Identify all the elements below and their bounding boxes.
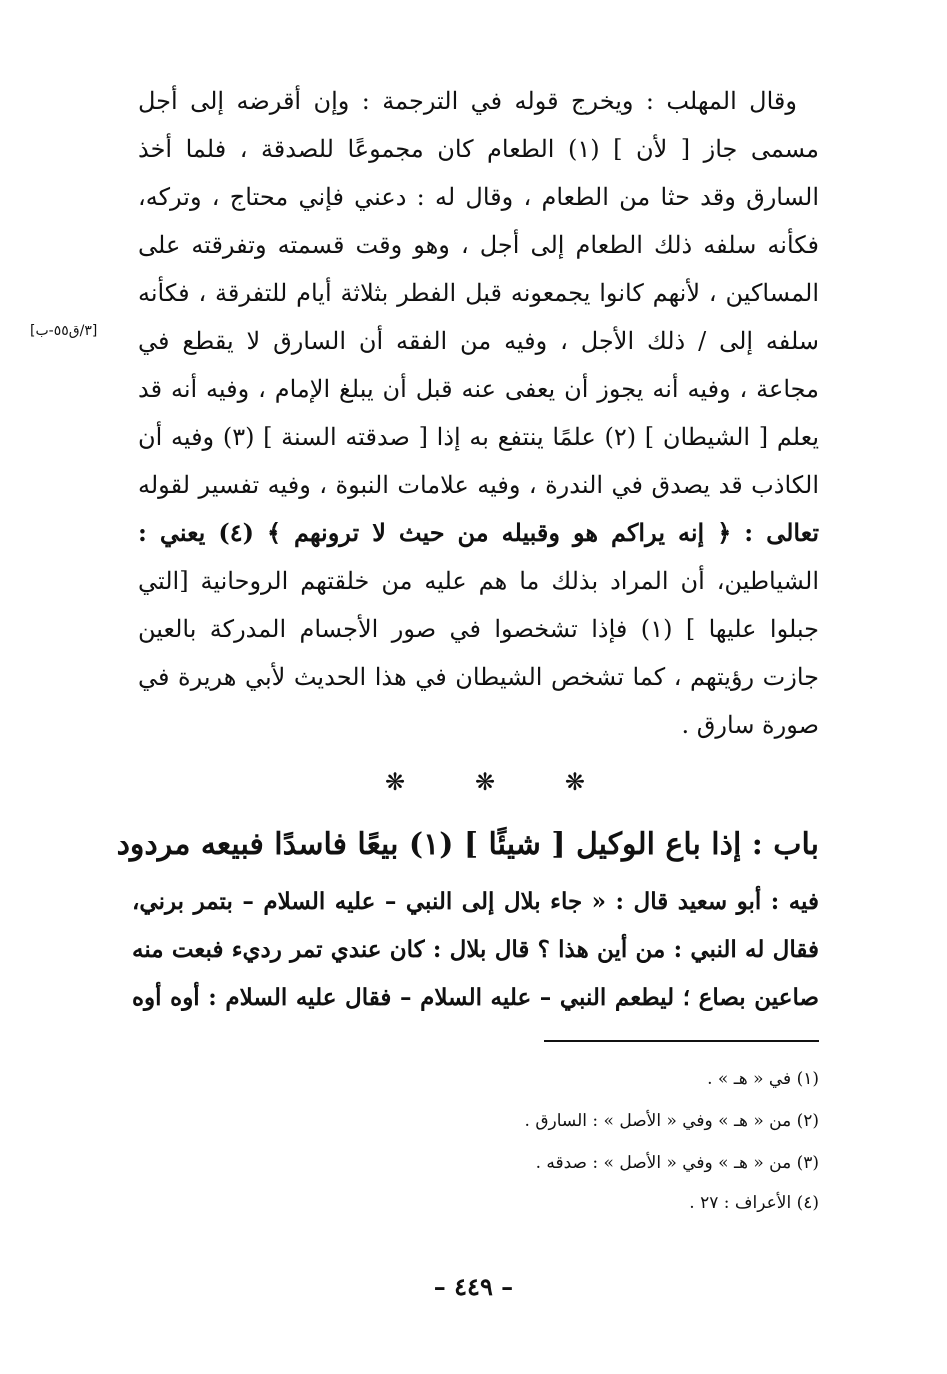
commentary-line: يعلم [ الشيطان ] (٢) علمًا ينتفع به إذا [ صدقته السنة ] (٣) وفيه أن [138, 423, 820, 451]
commentary-line: جبلوا عليها ] (١) فإذا تشخصوا في صور الأجسام المدركة بالعين [138, 615, 820, 643]
separator-star-icon: ❋ [385, 768, 406, 796]
footnote: (٣) من « هـ » وفي « الأصل » : صدقه . [535, 1153, 819, 1173]
separator-star-icon: ❋ [474, 768, 496, 796]
commentary-line: مسمى جاز [ لأن ] (١) الطعام كان مجموعًا للصدقة ، فلما أخذ [138, 135, 819, 163]
commentary-line: وقال المهلب : ويخرج قوله في الترجمة : وإن أقرضه إلى أجل [138, 87, 797, 115]
commentary-line: صورة سارق . [681, 711, 819, 739]
hadith-line: فيه : أبو سعيد قال : « جاء بلال إلى النبي – عليه السلام – بتمر برني، [132, 888, 819, 915]
commentary-line: الشياطين، أن المراد بذلك ما هم عليه من خلقتهم الروحانية [التي [138, 567, 819, 595]
commentary-line: مجاعة ، وفيه أنه يجوز أن يعفى عنه قبل أن يبلغ الإمام ، وفيه أنه قد [138, 375, 820, 403]
commentary-line: المساكين ، لأنهم كانوا يجمعونه قبل الفطر بثلاثة أيام للتفرقة ، فكأنه [138, 279, 819, 307]
hadith-line: صاعين بصاع ؛ ليطعم النبي – عليه السلام – فقال عليه السلام : أوه أوه [132, 984, 819, 1011]
commentary-line: الكاذب قد يصدق في الندرة ، وفيه علامات النبوة ، وفيه تفسير لقوله [138, 471, 819, 499]
footnote: (٤) الأعراف : ٢٧ . [689, 1193, 819, 1213]
commentary-line: جازت رؤيتهم ، كما تشخص الشيطان في هذا الحديث لأبي هريرة في [138, 663, 819, 691]
manuscript-folio-note: [٣/ق٥٥-ب] [30, 323, 98, 339]
hadith-line: فقال له النبي : من أين هذا ؟ قال بلال : كان عندي تمر رديء فبعت منه [132, 936, 819, 963]
commentary-line: تعالى : ﴿ إنه يراكم هو وقبيله من حيث لا ترونهم ﴾ (٤) يعني : [138, 518, 819, 547]
commentary-line: سلفه إلى / ذلك الأجل ، وفيه من الفقه أن السارق لا يقطع في [138, 327, 819, 355]
separator-star-icon: ❋ [564, 768, 585, 796]
page-number: – ٤٤٩ – [433, 1272, 514, 1301]
footnote: (١) في « هـ » . [707, 1069, 819, 1089]
footnote-divider [544, 1040, 819, 1042]
commentary-line: فكأنه سلفه ذلك الطعام إلى أجل ، وهو وقت قسمته وتفرقته على [138, 231, 820, 259]
commentary-line: السارق وقد حثا من الطعام ، وقال له : دعني فإني محتاج ، وتركه، [138, 183, 820, 211]
chapter-title: باب : إذا باع الوكيل [ شيئًا ] (١) بيعًا فاسدًا فبيعه مردود [116, 827, 819, 862]
section-separator [385, 768, 585, 796]
footnote: (٢) من « هـ » وفي « الأصل » : السارق . [524, 1111, 819, 1131]
